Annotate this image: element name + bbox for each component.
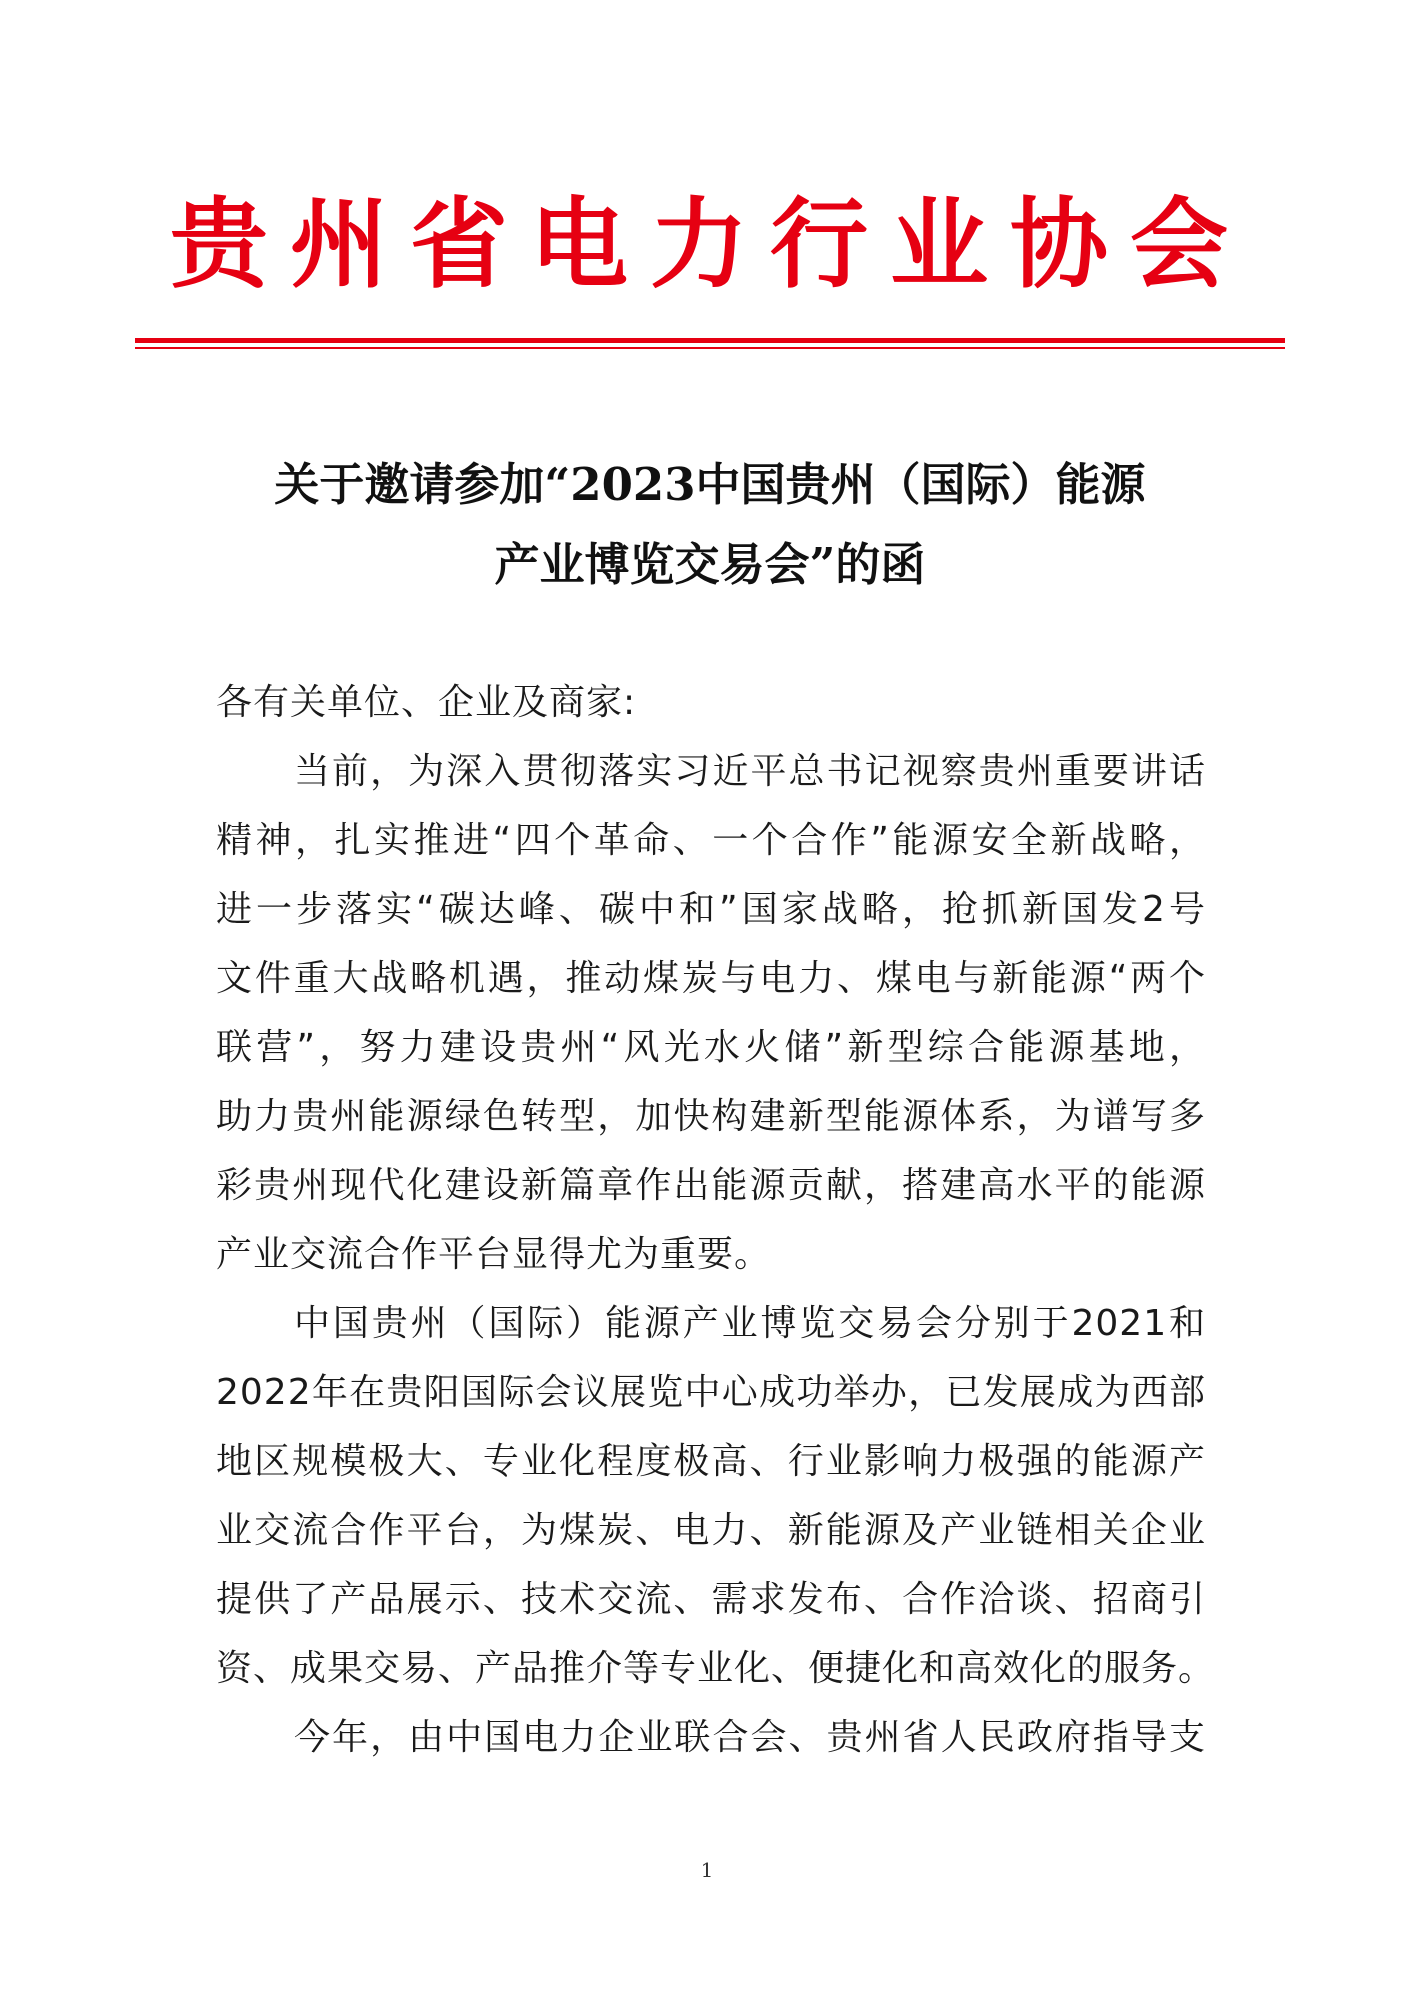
masthead-divider-thin [135, 347, 1285, 349]
paragraph-1-line-2: 精神，扎实推进“四个革命、一个合作”能源安全新战略， [216, 820, 1206, 861]
document-body [216, 668, 1216, 1772]
title-line-1: 关于邀请参加“2023中国贵州（国际）能源 [274, 458, 1146, 511]
title-line-2: 产业博览交易会”的函 [494, 538, 926, 591]
paragraph-1-line-6: 助力贵州能源绿色转型，加快构建新型能源体系，为谱写多 [216, 1096, 1206, 1137]
paragraph-1-line-5: 联营”，努力建设贵州“风光水火储”新型综合能源基地， [216, 1027, 1206, 1068]
masthead-divider-thick [135, 338, 1285, 343]
paragraph-1-line-3: 进一步落实“碳达峰、碳中和”国家战略，抢抓新国发2号 [216, 889, 1206, 930]
paragraph-2-line-3: 地区规模极大、专业化程度极高、行业影响力极强的能源产 [216, 1441, 1206, 1482]
paragraph-3-line-1: 今年，由中国电力企业联合会、贵州省人民政府指导支 [294, 1717, 1206, 1758]
paragraph-2-line-5: 提供了产品展示、技术交流、需求发布、合作洽谈、招商引 [216, 1579, 1206, 1620]
paragraph-1-line-8: 产业交流合作平台显得尤为重要。 [216, 1234, 772, 1275]
page-number: 1 [700, 1858, 714, 1882]
paragraph-2-line-2: 2022年在贵阳国际会议展览中心成功举办，已发展成为西部 [216, 1372, 1206, 1413]
paragraph-1-line-7: 彩贵州现代化建设新篇章作出能源贡献，搭建高水平的能源 [216, 1165, 1206, 1206]
paragraph-1-line-1: 当前，为深入贯彻落实习近平总书记视察贵州重要讲话 [294, 751, 1206, 792]
document-title [150, 445, 1270, 605]
paragraph-2-line-1: 中国贵州（国际）能源产业博览交易会分别于2021和 [294, 1303, 1206, 1344]
paragraph-2-line-6: 资、成果交易、产品推介等专业化、便捷化和高效化的服务。 [216, 1648, 1216, 1689]
salutation: 各有关单位、企业及商家: [216, 682, 637, 723]
masthead-org-name: 贵州省电力行业协会 [169, 187, 1250, 302]
paragraph-1-line-4: 文件重大战略机遇，推动煤炭与电力、煤电与新能源“两个 [216, 958, 1206, 999]
paragraph-2-line-4: 业交流合作平台，为煤炭、电力、新能源及产业链相关企业 [216, 1510, 1206, 1551]
